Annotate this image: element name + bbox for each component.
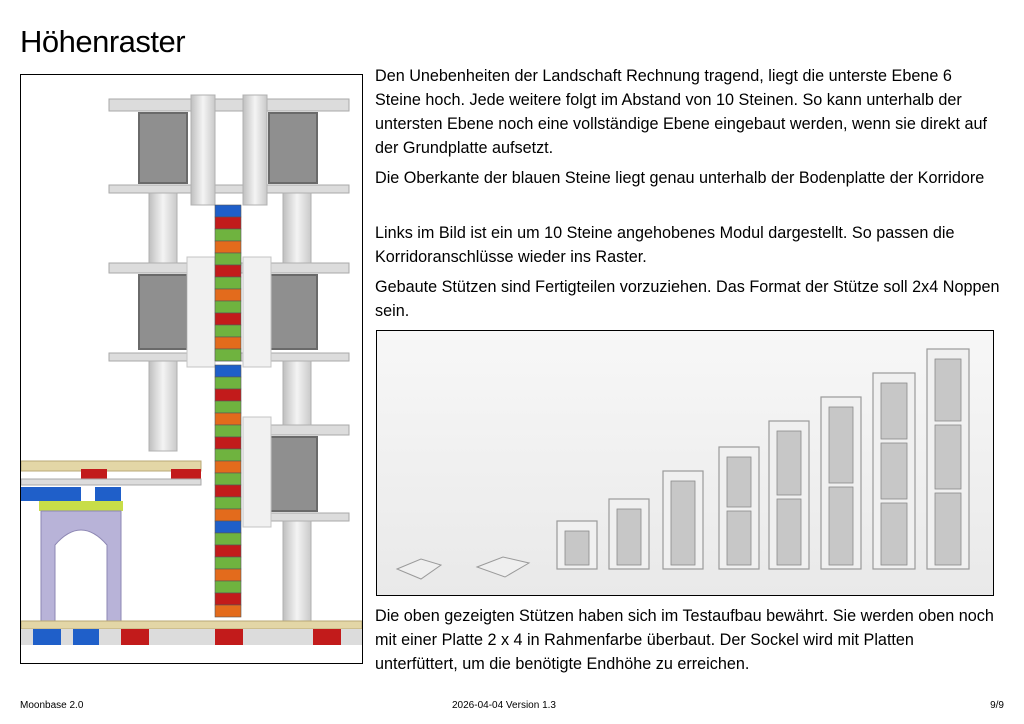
- footer-page-number: 9/9: [990, 700, 1004, 711]
- raised-module: [21, 461, 201, 631]
- support-columns-figure: [376, 330, 994, 596]
- paragraph-4: Gebaute Stützen sind Fertigteilen vorzuziehen. Das Format der Stütze soll 2x4 Noppen sein.: [375, 278, 1000, 320]
- paragraph-3: Links im Bild ist ein um 10 Steine angehobenes Modul dargestellt. So passen die Korridoranschlüsse wieder ins Raster.: [375, 224, 955, 266]
- height-grid-figure: [20, 74, 363, 664]
- base-plate: [21, 621, 362, 645]
- page-title: Höhenraster: [20, 24, 186, 59]
- paragraph-5: Die oben gezeigten Stützen haben sich im Testaufbau bewährt. Sie werden oben noch mit einer Platte 2 x 4 in Rahmenfarbe überbaut. Der Sockel wird mit Platten unterfüttert, um die benötigte Endhöhe zu erreichen.: [375, 607, 994, 673]
- brick-stack: [215, 205, 241, 617]
- footer-version: 2026-04-04 Version 1.3: [452, 700, 556, 711]
- paragraph-1: Den Unebenheiten der Landschaft Rechnung tragend, liegt die unterste Ebene 6 Steine hoch. Jede weitere folgt im Abstand von 10 Steinen. So kann unterhalb der untersten Ebene noch eine vollständige Ebene eingebaut werden, wenn sie direkt auf der Grundplatte aufsetzt.: [375, 67, 987, 157]
- footer-title: Moonbase 2.0: [20, 700, 84, 711]
- paragraph-2: Die Oberkante der blauen Steine liegt genau unterhalb der Bodenplatte der Korridore: [375, 169, 985, 187]
